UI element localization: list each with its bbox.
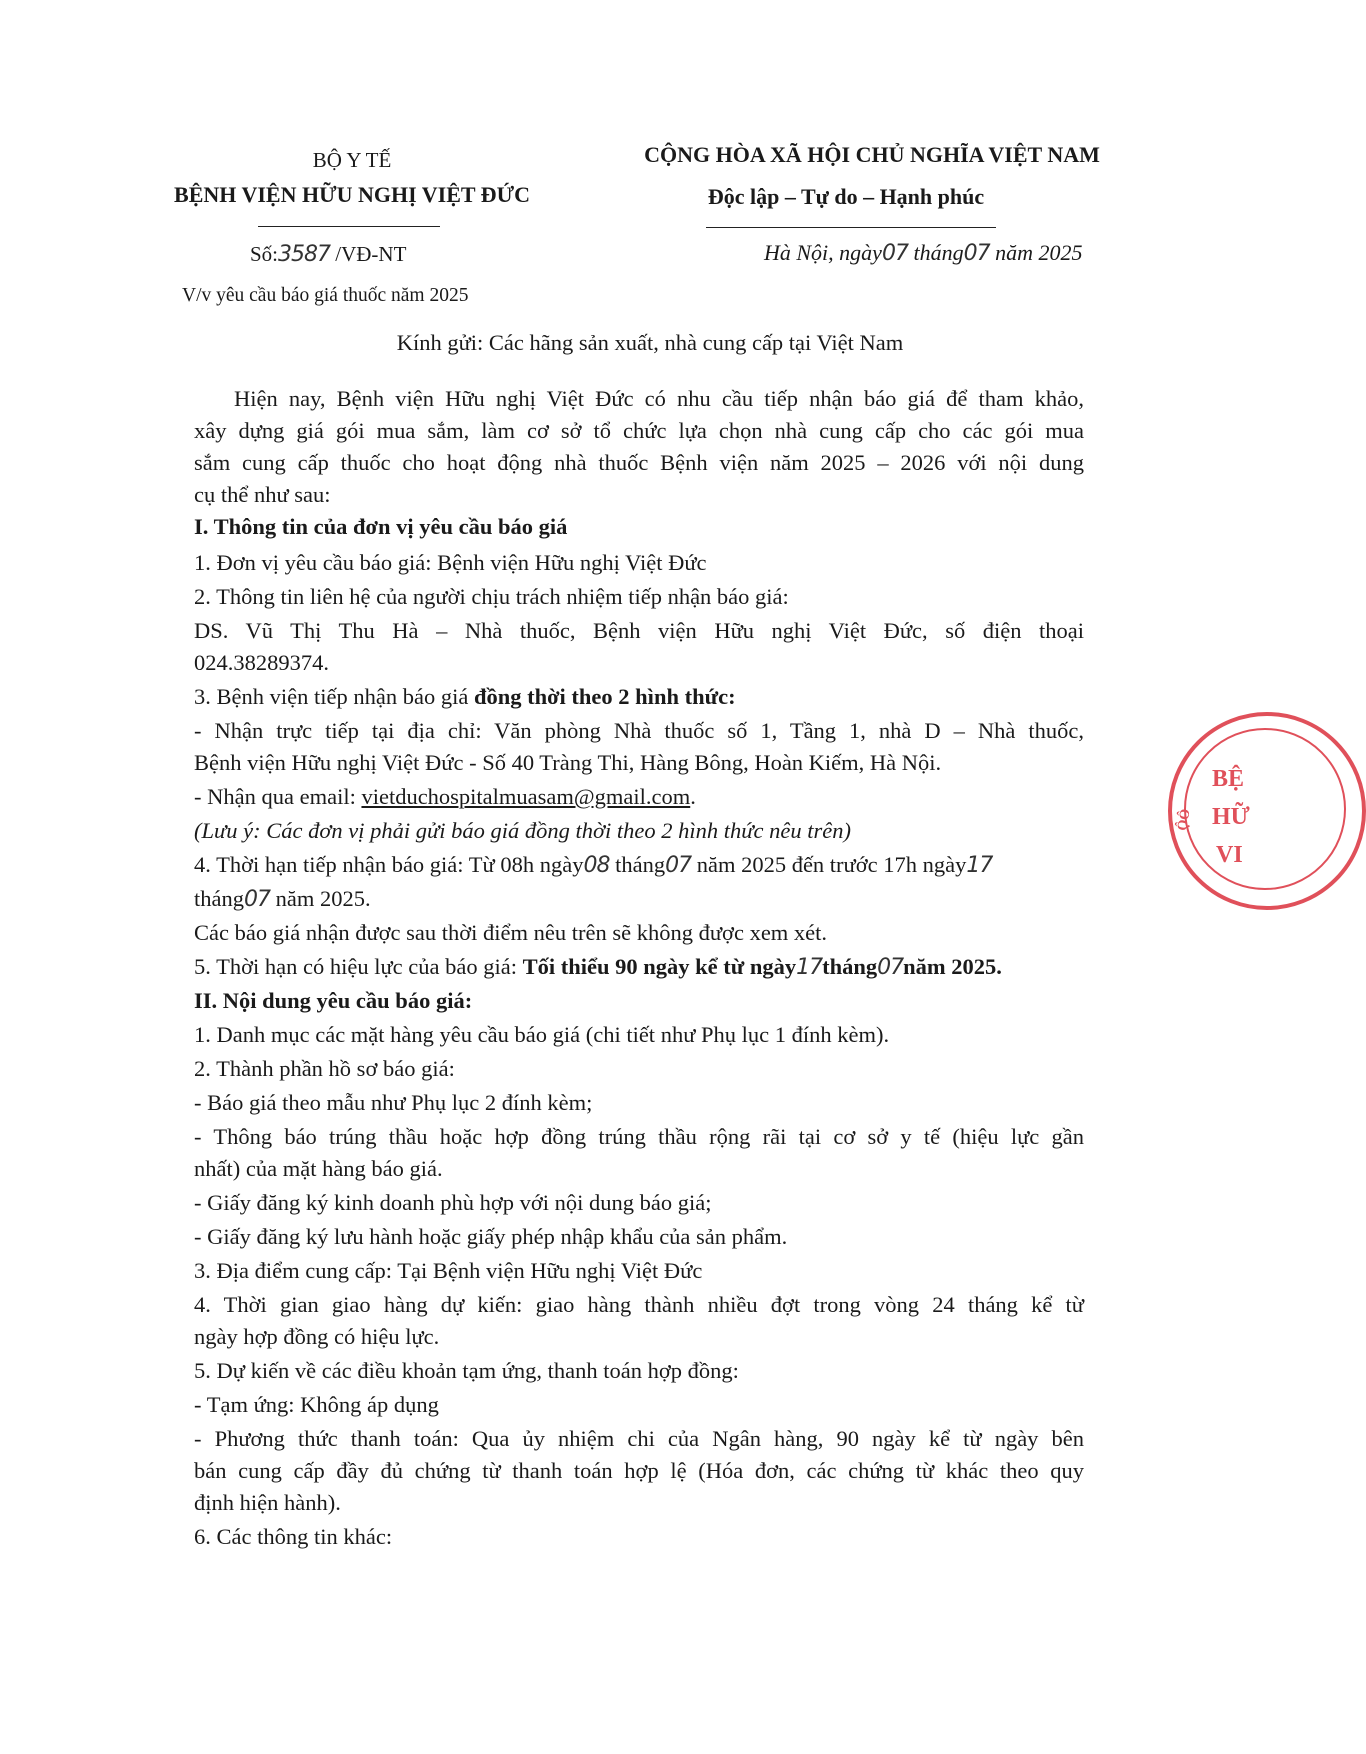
address-line: Bệnh viện Hữu nghị Việt Đức - Số 40 Tràng Thi, Hàng Bông, Hoàn Kiếm, Hà Nội. <box>194 750 942 775</box>
direct-delivery-line: - Nhận trực tiếp tại địa chỉ: Văn phòng Nhà thuốc số 1, Tầng 1, nhà D – Nhà thuốc, <box>194 718 1084 743</box>
contact-phone-line: 024.38289374. <box>194 650 329 675</box>
intro-line-3: sắm cung cấp thuốc cho hoạt động nhà thuốc Bệnh viện năm 2025 – 2026 với nội dung <box>194 450 1084 475</box>
section-2-line: - Giấy đăng ký kinh doanh phù hợp với nội dung báo giá; <box>194 1190 712 1215</box>
document-number: Số:3587 /VĐ-NT <box>250 242 407 267</box>
section-2-line: - Phương thức thanh toán: Qua ủy nhiệm chi của Ngân hàng, 90 ngày kể từ ngày bên <box>194 1426 1084 1451</box>
country-name: CỘNG HÒA XÃ HỘI CHỦ NGHĨA VIỆT NAM <box>644 142 1100 167</box>
section-2-line: 6. Các thông tin khác: <box>194 1524 393 1549</box>
handwritten-month: 07 <box>963 241 990 266</box>
note-line: (Lưu ý: Các đơn vị phải gửi báo giá đồng thời theo 2 hình thức nêu trên) <box>194 818 852 843</box>
handwritten-day: 07 <box>881 241 908 266</box>
stamp-inner-ring <box>1184 728 1346 890</box>
section-2-line: bán cung cấp đầy đủ chứng từ thanh toán hợp lệ (Hóa đơn, các chứng từ khác theo quy <box>194 1458 1084 1483</box>
intro-line-1: Hiện nay, Bệnh viện Hữu nghị Việt Đức có nhu cầu tiếp nhận báo giá để tham khảo, <box>234 386 1084 411</box>
ministry-name: BỘ Y TẾ <box>312 148 392 172</box>
late-quote-line: Các báo giá nhận được sau thời điểm nêu trên sẽ không được xem xét. <box>194 920 828 945</box>
national-motto: Độc lập – Tự do – Hạnh phúc <box>707 184 985 209</box>
section-2-line: - Tạm ứng: Không áp dụng <box>194 1392 439 1417</box>
section-1-title: I. Thông tin của đơn vị yêu cầu báo giá <box>194 514 568 539</box>
section-2-line: 5. Dự kiến về các điều khoản tạm ứng, thanh toán hợp đồng: <box>194 1358 739 1383</box>
section-2-line: - Báo giá theo mẫu như Phụ lục 2 đính kèm; <box>194 1090 593 1115</box>
section-2-line: 1. Danh mục các mặt hàng yêu cầu báo giá (chi tiết như Phụ lục 1 đính kèm). <box>194 1022 890 1047</box>
validity-line: 5. Thời hạn có hiệu lực của báo giá: Tối thiểu 90 ngày kể từ ngày17tháng07năm 2025. <box>194 954 1002 980</box>
email-delivery-line: - Nhận qua email: vietduchospitalmuasam@gmail.com. <box>194 784 696 809</box>
recipient-line: Kính gửi: Các hãng sản xuất, nhà cung cấp tại Việt Nam <box>396 330 904 355</box>
handwritten-doc-number: 3587 <box>278 242 331 267</box>
intro-line-2: xây dựng giá gói mua sắm, làm cơ sở tổ chức lựa chọn nhà cung cấp cho các gói mua <box>194 418 1084 443</box>
hospital-name: BỆNH VIỆN HỮU NGHỊ VIỆT ĐỨC <box>174 182 530 207</box>
section-2-line: ngày hợp đồng có hiệu lực. <box>194 1324 440 1349</box>
intro-line-4: cụ thể như sau: <box>194 482 331 507</box>
section-2-line: 3. Địa điểm cung cấp: Tại Bệnh viện Hữu nghị Việt Đức <box>194 1258 703 1283</box>
section-1-line-2: 2. Thông tin liên hệ của người chịu trách nhiệm tiếp nhận báo giá: <box>194 584 789 609</box>
official-stamp: BỆ HỮ VI ỘÔ <box>1168 712 1366 910</box>
left-header-rule <box>258 226 440 227</box>
email-link[interactable]: vietduchospitalmuasam@gmail.com <box>361 784 691 809</box>
section-1-line-3: 3. Bệnh viện tiếp nhận báo giá đồng thời theo 2 hình thức: <box>194 684 736 709</box>
subject-line: V/v yêu cầu báo giá thuốc năm 2025 <box>182 285 469 306</box>
deadline-line-2: tháng07 năm 2025. <box>194 886 371 912</box>
section-2-title: II. Nội dung yêu cầu báo giá: <box>194 988 473 1013</box>
section-2-line: - Giấy đăng ký lưu hành hoặc giấy phép nhập khẩu của sản phẩm. <box>194 1224 788 1249</box>
section-2-line: 4. Thời gian giao hàng dự kiến: giao hàng thành nhiều đợt trong vòng 24 tháng kể từ <box>194 1292 1084 1317</box>
section-2-line: định hiện hành). <box>194 1490 341 1515</box>
deadline-line: 4. Thời hạn tiếp nhận báo giá: Từ 08h ngày08 tháng07 năm 2025 đến trước 17h ngày17 <box>194 852 993 878</box>
section-2-line: - Thông báo trúng thầu hoặc hợp đồng trúng thầu rộng rãi tại cơ sở y tế (hiệu lực gần <box>194 1124 1084 1149</box>
section-2-line: 2. Thành phần hồ sơ báo giá: <box>194 1056 455 1081</box>
contact-person-line: DS. Vũ Thị Thu Hà – Nhà thuốc, Bệnh viện Hữu nghị Việt Đức, số điện thoại <box>194 618 1084 643</box>
place-date: Hà Nội, ngày07 tháng07 năm 2025 <box>764 240 1083 266</box>
section-1-line-1: 1. Đơn vị yêu cầu báo giá: Bệnh viện Hữu nghị Việt Đức <box>194 550 707 575</box>
section-2-line: nhất) của mặt hàng báo giá. <box>194 1156 443 1181</box>
right-header-rule <box>706 227 996 228</box>
